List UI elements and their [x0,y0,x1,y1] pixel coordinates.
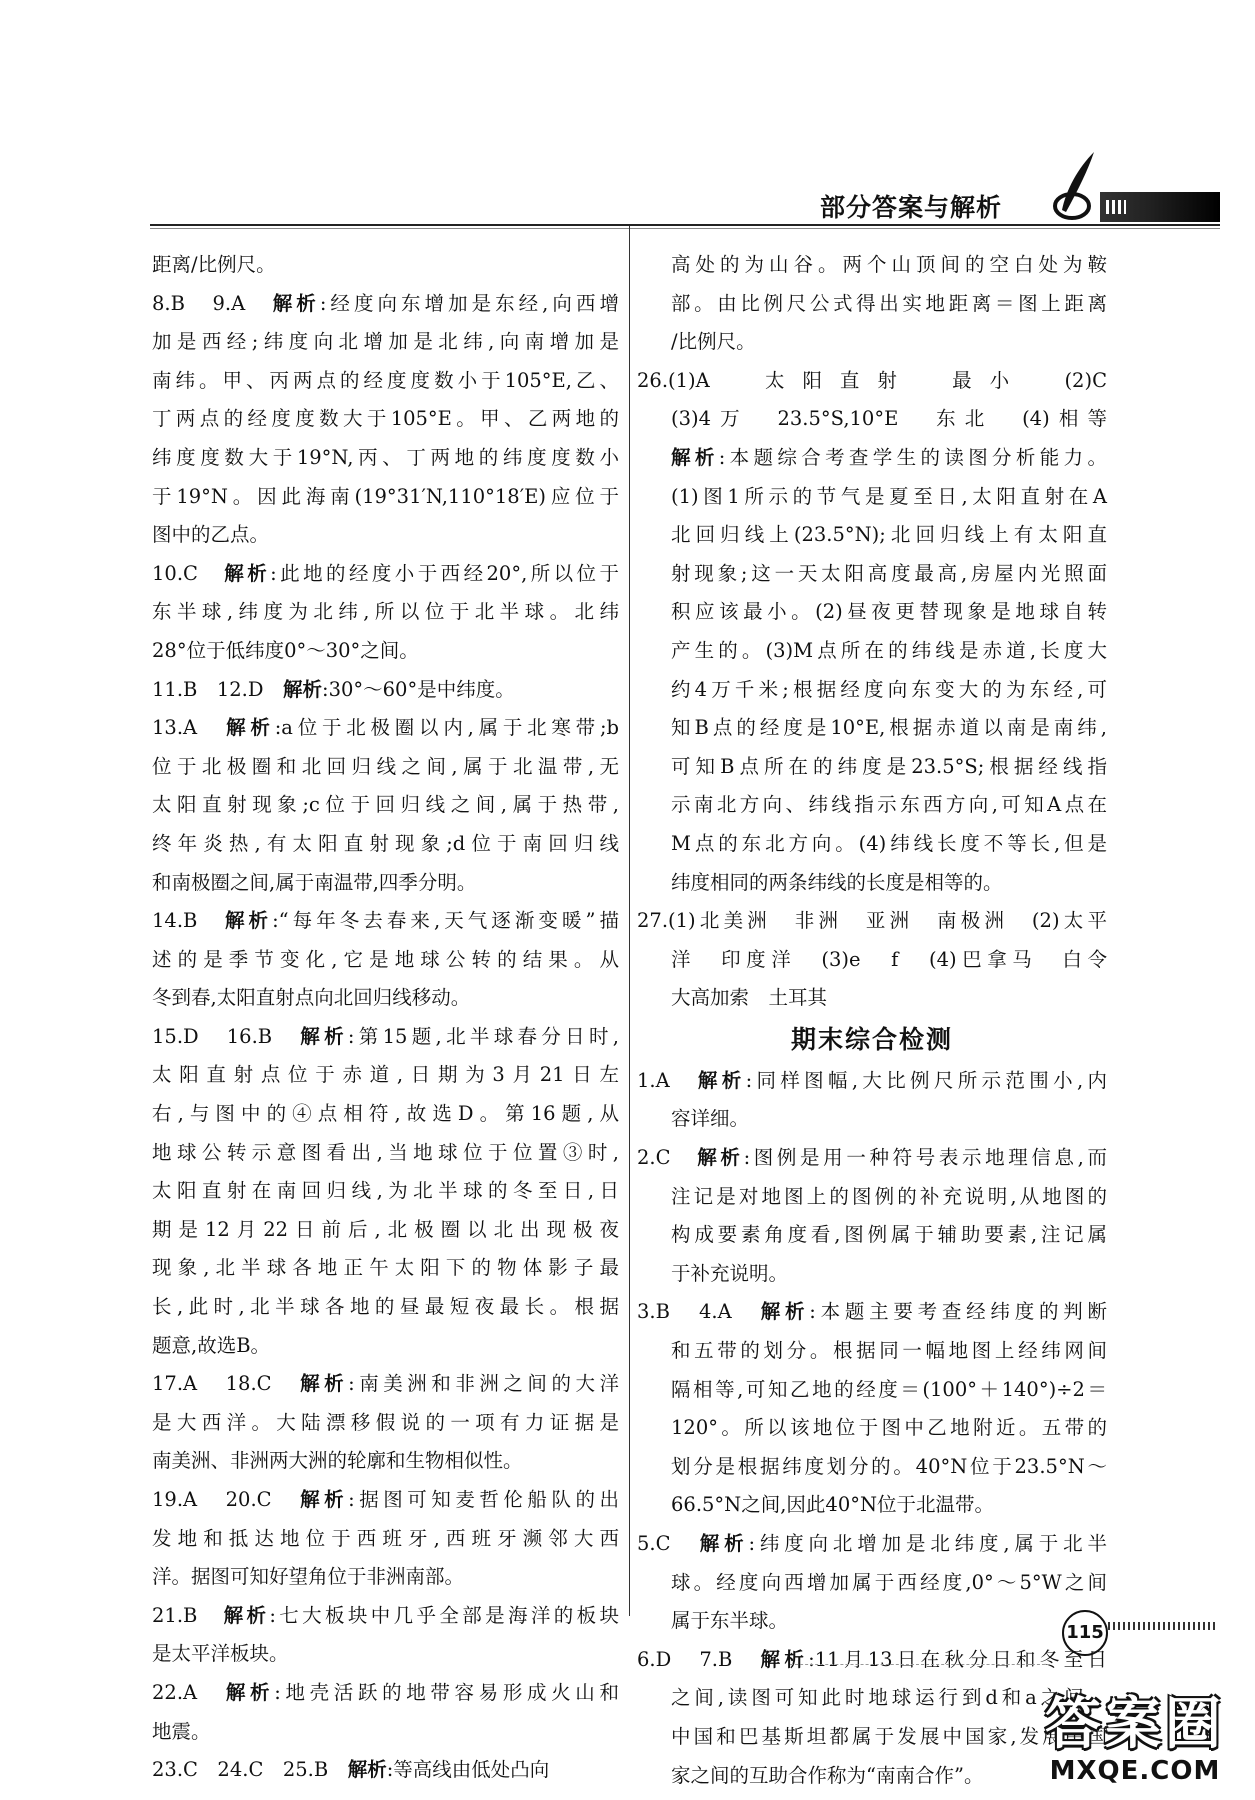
analysis-text: :30°～60°是中纬度。 [322,677,515,701]
answer-line [637,285,1107,324]
answer-text: 北回归线上(23.5°N);北回归线上有太阳直 [671,523,1107,547]
answer-text: 可知B点所在的纬度是23.5°S;根据经线指 [671,754,1107,778]
analysis-label: 解析 [347,1758,387,1782]
answer-entry [637,246,1107,362]
analysis-label: 解析 [223,1603,270,1627]
answer-text: 积应该最小。(2)昼夜更替现象是地球自转 [671,600,1107,624]
answer-text: 之间,读图可知此时地球运行到d和a之间。 [671,1686,1107,1710]
answer-text: 21.B [152,1603,224,1627]
answer-line [637,941,1107,980]
analysis-text: :此地的经度小于西经20°,所以位于 [270,561,619,585]
header-title: 部分答案与解析 [820,193,1003,222]
answer-line [152,1056,619,1095]
answer-line [637,1525,1107,1564]
site-watermark-logo [1030,1680,1240,1795]
analysis-text: :图例是用一种符号表示地理信息,而 [743,1146,1107,1170]
answer-line [152,709,619,748]
answer-line [637,478,1107,517]
answer-line [152,1018,619,1057]
watermark-text-cn: 答案圈 [1045,1692,1225,1757]
answer-line [637,1293,1107,1332]
answer-line [152,1095,619,1134]
answer-text: 1.A [637,1068,698,1092]
answer-line [637,709,1107,748]
answer-text: 南美洲、非洲两大洲的轮廓和生物相似性。 [152,1449,523,1473]
answer-line [152,323,619,362]
answer-text: 东半球,纬度为北纬,所以位于北半球。北纬 [152,600,619,624]
right-answer-column [637,246,1107,1795]
answer-text: 产生的。(3)M点所在的纬线是赤道,长度大 [671,638,1107,662]
answer-text: 构成要素角度看,图例属于辅助要素,注记属 [671,1223,1107,1247]
answer-text: 太阳直射在南回归线,为北半球的冬至日,日 [152,1179,619,1203]
analysis-label: 解析 [697,1068,746,1092]
answer-line [152,1442,619,1481]
answer-entry [152,671,619,710]
answer-line [152,748,619,787]
analysis-text: :a位于北极圈以内,属于北寒带;b [274,716,619,740]
answer-text: 是大西洋。大陆漂移假说的一项有力证据是 [152,1410,619,1434]
answer-line [637,1216,1107,1255]
answer-line [152,478,619,517]
answer-text: 终年炎热,有太阳直射现象;d位于南回归线 [152,831,619,855]
answer-line [637,902,1107,941]
header-decorative-bar [1100,192,1220,222]
answer-text: 期是12月22日前后,北极圈以北出现极夜 [152,1217,619,1241]
analysis-label: 解析 [283,677,323,701]
answer-line [152,1134,619,1173]
answer-line [152,1288,619,1327]
footer-dotted-line [790,1664,1050,1665]
answer-entry [152,709,619,902]
answer-text: 冬到春,太阳直射点向北回归线移动。 [152,986,471,1010]
answer-line [152,902,619,941]
analysis-label: 解析 [760,1647,809,1671]
quill-logo-icon [1048,150,1100,222]
analysis-text: :第15题,北半球春分日时, [347,1024,619,1048]
answer-text: 地震。 [152,1719,211,1743]
answer-text: 右,与图中的④点相符,故选D。第16题,从 [152,1102,619,1126]
analysis-text: :七大板块中几乎全部是海洋的板块 [269,1603,619,1627]
answer-line [637,400,1107,439]
header-rule [150,224,1220,226]
answer-entry [152,246,619,285]
answer-text: 于19°N。因此海南(19°31′N,110°18′E)应位于 [152,484,619,508]
answer-entry [637,1139,1107,1293]
answer-text: 约4万千米;根据经度向东变大的为东经,可 [671,677,1107,701]
answer-line [637,555,1107,594]
answer-line [152,362,619,401]
analysis-label: 解析 [224,909,273,933]
answer-entry [637,362,1107,902]
answer-text: 丁两点的经度度数大于105°E。甲、乙两地的 [152,407,619,431]
answer-text: 10.C [152,561,225,585]
answer-line [637,1448,1107,1487]
answer-line [637,1409,1107,1448]
answer-line [637,593,1107,632]
answer-text: 6.D 7.B [637,1647,761,1671]
left-answer-column [152,246,619,1790]
answer-line [637,323,1107,362]
answer-text: 球。经度向西增加属于西经度,0°～5°W之间 [671,1570,1107,1594]
analysis-label: 解析 [760,1300,810,1324]
analysis-text: :纬度向北增加是北纬度,属于北半 [748,1532,1107,1555]
answer-text: 是太平洋板块。 [152,1642,289,1666]
answer-text: (3)4万 23.5°S,10°E 东北 (4)相等 [671,407,1107,431]
analysis-text: :本题主要考查经纬度的判断 [809,1300,1107,1324]
answer-entry [152,555,619,671]
answer-text: 长,此时,北半球各地的昼最短夜最长。根据 [152,1295,619,1319]
page-number: 115 [1062,1610,1108,1656]
answer-line [637,1100,1107,1139]
page-number-decoration [1108,1622,1218,1630]
answer-entry [152,285,619,555]
watermark-text-en: MXQE.COM [1049,1756,1221,1786]
answer-line [152,1249,619,1288]
answer-text: 大高加索 土耳其 [671,986,828,1010]
answer-line [152,1365,619,1404]
analysis-label: 解析 [697,1146,744,1170]
section-title: 期末综合检测 [790,1024,953,1054]
answer-line [152,1211,619,1250]
answer-line [152,1674,619,1713]
answer-line [152,941,619,980]
analysis-label: 解析 [671,445,719,469]
analysis-label: 解析 [699,1532,749,1555]
answer-line [152,285,619,324]
answer-text: 知B点的经度是10°E,根据赤道以南是南纬, [671,716,1107,740]
answer-text: 图中的乙点。 [152,523,270,547]
answer-text: 南纬。甲、丙两点的经度度数小于105°E,乙、 [152,368,619,392]
answer-text: 隔相等,可知乙地的经度＝(100°＋140°)÷2＝ [671,1377,1107,1401]
answer-text: 17.A 18.C [152,1372,301,1396]
answer-text: 于补充说明。 [671,1261,789,1285]
answer-text: 27.(1)北美洲 非洲 亚洲 南极洲 (2)太平 [637,909,1107,933]
answer-text: 23.C 24.C 25.B [152,1758,348,1782]
answer-line [637,439,1107,478]
answer-line [152,864,619,903]
answer-line [152,825,619,864]
answer-text: 19.A 20.C [152,1488,301,1511]
analysis-label: 解析 [300,1488,349,1511]
answer-text: 11.B 12.D [152,677,283,701]
answer-text: 纬度度数大于19°N,丙、丁两地的纬度度数小 [152,445,619,469]
answer-text: 划分是根据纬度划分的。40°N位于23.5°N～ [671,1454,1107,1478]
answer-text: 题意,故选B。 [152,1333,271,1357]
answer-line [637,632,1107,671]
analysis-label: 解析 [300,1024,348,1048]
answer-text: 3.B 4.A [637,1300,761,1324]
answer-text: 120°。所以该地位于图中乙地附近。五带的 [671,1416,1107,1440]
answer-text: 22.A [152,1680,226,1704]
analysis-label: 解析 [300,1372,349,1396]
answer-line [152,1481,619,1520]
answer-line [152,1327,619,1366]
answer-text: 家之间的互助合作称为“南南合作”。 [671,1763,984,1787]
answer-line [152,1635,619,1674]
answer-line [152,632,619,671]
answer-line [637,1371,1107,1410]
analysis-text: :经度向东增加是东经,向西增 [319,291,619,315]
answer-line [637,1602,1107,1641]
answer-entry [637,1525,1107,1641]
answer-line [152,516,619,555]
analysis-text: :同样图幅,大比例尺所示范围小,内 [745,1068,1107,1092]
answer-text: 高处的为山谷。两个山顶间的空白处为鞍 [671,253,1107,276]
answer-line [152,439,619,478]
answer-text: 8.B 9.A [152,291,273,315]
answer-text: 洋 印度洋 (3)e f (4)巴拿马 白令 [671,947,1107,971]
answer-line [152,246,619,285]
answer-line [637,1641,1107,1680]
answer-entry [152,1365,619,1481]
answer-text: 14.B [152,909,225,933]
answer-line [152,555,619,594]
answer-text: 示南北方向、纬线指示东西方向,可知A点在 [671,793,1107,817]
answer-text: 13.A [152,716,227,740]
answer-text: 现象,北半球各地正午太阳下的物体影子最 [152,1256,619,1280]
answer-line [152,1597,619,1636]
answer-entry [637,902,1107,1018]
answer-line [152,979,619,1018]
answer-text: /比例尺。 [671,330,756,354]
answer-text: 中国和巴基斯坦都属于发展中国家,发展中国 [671,1724,1107,1748]
answer-line [637,362,1107,401]
answer-text: 15.D 16.B [152,1024,301,1048]
answer-line [152,1713,619,1752]
answer-line [637,786,1107,825]
answer-line [152,593,619,632]
answer-text: 述的是季节变化,它是地球公转的结果。从 [152,947,619,971]
analysis-text: :11月13日在秋分日和冬至日 [808,1647,1107,1671]
answer-line [152,786,619,825]
analysis-text: :南美洲和非洲之间的大洋 [348,1372,619,1396]
answer-line [152,671,619,710]
answer-line [637,1564,1107,1603]
column-divider [629,226,630,1616]
answer-line [152,1558,619,1597]
answer-text: 加是西经;纬度向北增加是北纬,向南增加是 [152,330,619,354]
answer-entry [637,1293,1107,1525]
answer-entry [152,1481,619,1597]
answer-text: 太阳直射点位于赤道,日期为3月21日左 [152,1063,619,1087]
answer-entry [152,902,619,1018]
answer-entry [152,1018,619,1365]
answer-line [637,1139,1107,1178]
answer-line [637,516,1107,555]
answer-line [637,1332,1107,1371]
analysis-label: 解析 [224,561,271,585]
answer-entry [152,1751,619,1790]
answer-text: (1)图1所示的节气是夏至日,太阳直射在A [671,484,1107,508]
answer-text: 和五带的划分。根据同一幅地图上经纬网间 [671,1339,1107,1363]
answer-line [637,748,1107,787]
answer-line [152,1404,619,1443]
analysis-text: :等高线由低处凸向 [386,1758,550,1782]
answer-line [637,1255,1107,1294]
answer-text: 26.(1)A 太阳直射 最小 (2)C [637,368,1107,392]
answer-text: 纬度相同的两条纬线的长度是相等的。 [671,870,1003,894]
analysis-label: 解析 [272,291,320,315]
analysis-label: 解析 [226,716,275,740]
answer-text: 28°位于低纬度0°～30°之间。 [152,638,419,662]
answer-text: 属于东半球。 [671,1609,789,1633]
answer-text: 部。由比例尺公式得出实地距离＝图上距离 [671,291,1107,315]
analysis-text: :地壳活跃的地带容易形成火山和 [274,1680,619,1704]
answer-text: 射现象;这一天太阳高度最高,房屋内光照面 [671,561,1107,585]
answer-text: 发地和抵达地位于西班牙,西班牙濒邻大西 [152,1526,619,1550]
answer-text: 位于北极圈和北回归线之间,属于北温带,无 [152,754,619,778]
answer-line [152,1520,619,1559]
answer-line [637,671,1107,710]
answer-line [637,1062,1107,1101]
answer-line [637,1178,1107,1217]
answer-line [152,1172,619,1211]
answer-text: 和南极圈之间,属于南温带,四季分明。 [152,870,477,894]
answer-line [637,1486,1107,1525]
answer-entry [637,1062,1107,1139]
answer-text: 注记是对地图上的图例的补充说明,从地图的 [671,1184,1107,1208]
answer-line [637,979,1107,1018]
answer-line [152,1751,619,1790]
answer-entry [152,1674,619,1751]
answer-line [637,864,1107,903]
analysis-text: :本题综合考查学生的读图分析能力。 [718,445,1107,469]
analysis-text: :据图可知麦哲伦船队的出 [348,1488,619,1511]
answer-line [637,246,1107,285]
answer-text: 地球公转示意图看出,当地球位于位置③时, [152,1140,619,1164]
analysis-text: :“每年冬去春来,天气逐渐变暖”描 [272,909,619,933]
answer-text: 容详细。 [671,1107,750,1131]
answer-text: 洋。据图可知好望角位于非洲南部。 [152,1565,465,1589]
answer-text: 5.C [637,1532,700,1555]
analysis-label: 解析 [225,1680,275,1704]
answer-text: 66.5°N之间,因此40°N位于北温带。 [671,1493,995,1517]
answer-text: 距离/比例尺。 [152,253,276,276]
answer-text: M点的东北方向。(4)纬线长度不等长,但是 [671,831,1107,855]
answer-line [152,400,619,439]
answer-line [637,825,1107,864]
answer-entry [152,1597,619,1674]
answer-text: 2.C [637,1146,698,1170]
answer-text: 太阳直射现象;c位于回归线之间,属于热带, [152,793,619,817]
